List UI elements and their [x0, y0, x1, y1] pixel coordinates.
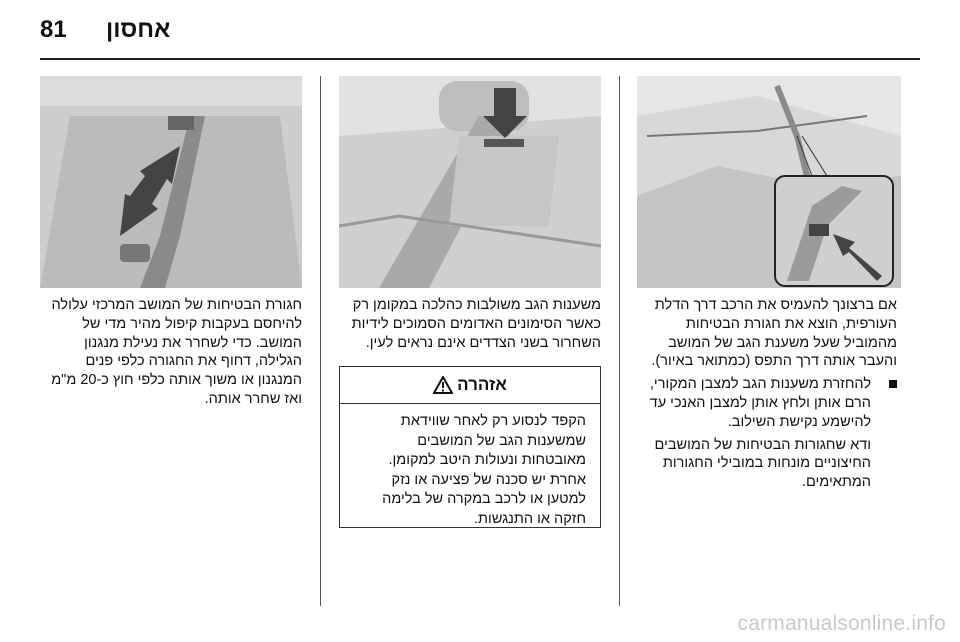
column-middle-text [339, 296, 601, 352]
page-title: אחסון [106, 16, 171, 43]
page-number: 81 [40, 16, 67, 43]
photo-seatback-release [339, 76, 601, 288]
paragraph: ודא שחגורות הבטיחות של המושבים החיצוניים מונחות במובילי החגורות המתאימים. [654, 436, 871, 491]
column-divider-right [619, 76, 620, 606]
bullet-text: להחזרת משענות הגב למצבן המקורי, הרם אותן ולחץ אותן למצבן האנכי עד להישמע נקישת השילוב. [649, 376, 871, 430]
warning-title: אזהרה [457, 375, 507, 394]
warning-header [340, 367, 600, 404]
header-rule [40, 58, 920, 60]
column-right-text [637, 296, 897, 492]
page-header [40, 10, 920, 50]
watermark: carmanualsonline.info [737, 612, 946, 635]
column-left-text [40, 296, 302, 409]
warning-triangle-icon [433, 376, 453, 394]
photo-seatbelt-guide [637, 76, 901, 288]
bullet-square-icon [889, 380, 897, 388]
paragraph: חגורת הבטיחות של המושב המרכזי עלולה להיחסם בעקבות קיפול מהיר מדי של המושב. כדי לשחרר את נעילת מנגנון הגלילה, דחוף את החגורה כלפי פנים המנגנון או משוך אותה כלפי חוץ כ-20 מ"מ ואז שחרר אותה. [51, 297, 302, 407]
photo-belt-retractor [40, 76, 302, 288]
column-divider-left [320, 76, 321, 606]
bullet-item [637, 375, 897, 431]
paragraph: אם ברצונך להעמיס את הרכב דרך הדלת העורפית, הוצא את חגורת הבטיחות מהמוביל שעל משענת הגב של המושב והעבר אותה דרך התפס (כמתואר באיור). [651, 297, 897, 370]
warning-body: הקפד לנסוע רק לאחר שווידאת שמשענות הגב של המושבים מאובטחות ונעולות היטב למקומן. אחרת יש סכנה של פציעה או נזק למטען או לרכב במקרה של בלימה חזקה או התנגשות. [382, 413, 586, 527]
warning-box [339, 366, 601, 528]
paragraph: משענות הגב משולבות כהלכה במקומן רק כאשר הסימונים האדומים הסמוכים לידיות השחרור בשני הצדדים אינם נראים לעין. [351, 297, 601, 351]
